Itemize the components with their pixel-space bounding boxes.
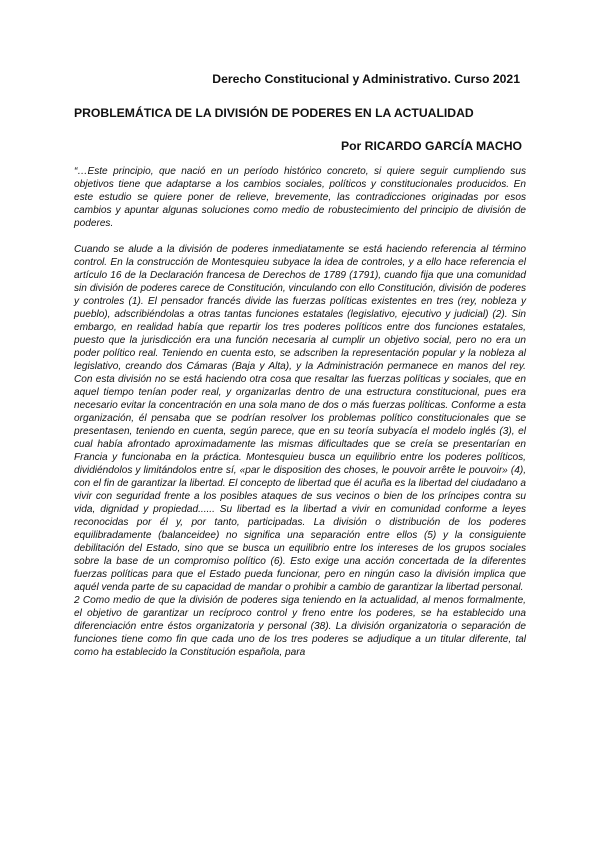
- course-header: Derecho Constitucional y Administrativo. Curso 2021: [212, 72, 520, 86]
- body-paragraph-2: 2 Como medio de que la división de poderes siga teniendo en la actualidad, al menos formalmente, el objetivo de garantizar un recíproco control y freno entre los poderes, se ha establecido una diferenciación entre éstos organizatoria y personal (38). La división organizatoria o separación de funciones tiene como fin que cada uno de los tres poderes se adjudique a un titular diferente, tal como ha establecido la Constitución española, para: [74, 595, 526, 658]
- body-paragraph-1: Cuando se alude a la división de poderes inmediatamente se está haciendo referencia al término control. En la construcción de Montesquieu subyace la idea de controles, y a ello hace referencia el artículo 16 de la Declaración francesa de Derechos de 1789 (1791), cuando fija que una comunidad sin división de poderes carece de Constitución, vinculando con ello Constitución, división de poderes y controles (1). El pensador francés divide las fuerzas políticas existentes en tres (rey, nobleza y pueblo), adscribiéndolas a otras tantas funciones estatales (legislativo, ejecutivo y judicial) (2). Sin embargo, en realidad había que repartir los tres poderes políticos entre dos funciones estatales, puesto que la jurisdicción era una función necesaria al cumplir un objetivo social, pero no era un poder político real. Teniendo en cuenta esto, se adscriben la representación popular y la nobleza al legislativo, creando dos Cámaras (Baja y Alta), y la Administración permanece en manos del rey. Con esta división no se está haciendo otra cosa que resaltar las fuerzas políticas y sociales, que en aquel tiempo tenían poder real, y organizarlas dentro de una estructura constitucional, pues era necesario evitar la concentración en una sola mano de dos o más fuerzas políticas. Conforme a esta organización, él pensaba que se podrían resolver los problemas político constitucionales que se presentasen, teniendo en cuenta, según parece, que en su teoría subyacía el modelo inglés (3), el cual había afrontado aproximadamente las mismas dificultades que se creía se presentarían en Francia y funcionaba en la práctica. Montesquieu busca un equilibrio entre los poderes políticos, dividiéndolos y limitándolos entre sí, «par le disposition des choses, le pouvoir arrête le pouvoir» (4), con el fin de garantizar la libertad. El concepto de libertad que él acuña es la libertad del ciudadano a vivir con seguridad frente a los posibles ataques de sus vecinos o bien de los príncipes contra su vida, dignidad y propiedad...... Su libertad es la libertad a vivir en comunidad conforme a leyes reconocidas por él y, por tanto, participadas. La división o distribución de los poderes equilibradamente (balanceidee) no significa una separación entre ellos (5) y la consiguiente debilitación del Estado, sino que se busca un equilibrio entre los intereses de los grupos sociales sobre la base de un compromiso político (6). Esto exige una acción concertada de la diferentes fuerzas políticas para que el Estado pueda funcionar, pero en ningún caso la división implica que aquél venda parte de su capacidad de mandar o prohibir a cambio de garantizar la libertad personal.: [74, 244, 526, 593]
- intro-quote: “…Este principio, que nació en un período histórico concreto, si quiere seguir cumpliendo sus objetivos tiene que adaptarse a los cambios sociales, políticos y constitucionales producidos. En este estudio se quiere poner de relieve, brevemente, las contradicciones originadas por esos cambios y apuntar algunas soluciones como medio de robustecimiento del principio de división de poderes.: [74, 166, 526, 229]
- document-body: [74, 165, 526, 659]
- author-line: Por RICARDO GARCÍA MACHO: [340, 139, 522, 153]
- document-title: PROBLEMÁTICA DE LA DIVISIÓN DE PODERES EN LA ACTUALIDAD: [74, 106, 474, 120]
